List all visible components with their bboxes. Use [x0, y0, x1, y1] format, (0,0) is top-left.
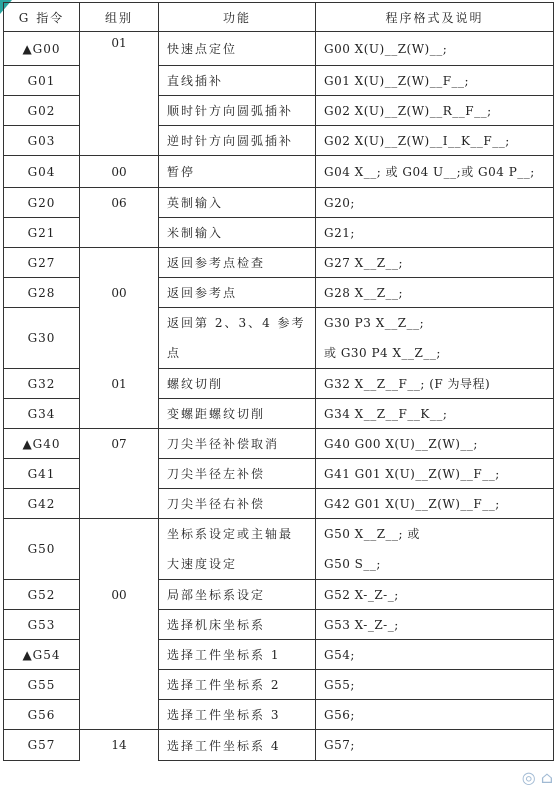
- table-row: [4, 610, 554, 640]
- function-line: 返回第 2、3、4 参考: [167, 316, 306, 330]
- cell-group: [80, 459, 159, 489]
- cell-group: [80, 670, 159, 700]
- cell-code: G21: [4, 218, 80, 248]
- header-format: 程序格式及说明: [316, 3, 554, 32]
- function-line: 大速度设定: [167, 557, 238, 571]
- cell-group: [80, 700, 159, 730]
- cell-function: 刀尖半径左补偿: [159, 459, 316, 489]
- cell-format: G53 X-_Z-_;: [316, 610, 554, 640]
- cell-code: G27: [4, 248, 80, 278]
- table-row: [4, 96, 554, 126]
- cell-group: 14: [80, 730, 159, 761]
- table-header-row: [4, 3, 554, 32]
- cell-code: G28: [4, 278, 80, 308]
- table-row: [4, 308, 554, 369]
- cell-format: G42 G01 X(U)__Z(W)__F__;: [316, 489, 554, 519]
- cell-code: ▲G40: [4, 429, 80, 459]
- cell-function: 逆时针方向圆弧插补: [159, 126, 316, 156]
- function-line: 坐标系设定或主轴最: [167, 527, 294, 541]
- cell-format: G04 X__; 或 G04 U__;或 G04 P__;: [316, 156, 554, 188]
- cell-function: 米制输入: [159, 218, 316, 248]
- table-row: [4, 730, 554, 761]
- cell-format: G54;: [316, 640, 554, 670]
- cell-code: G30: [4, 308, 80, 369]
- table-row: [4, 640, 554, 670]
- cell-group: [80, 308, 159, 369]
- table-row: [4, 489, 554, 519]
- cell-group: [80, 218, 159, 248]
- cell-format: G40 G00 X(U)__Z(W)__;: [316, 429, 554, 459]
- cell-group: 01: [80, 32, 159, 66]
- cell-code: G20: [4, 188, 80, 218]
- table-row: [4, 32, 554, 66]
- cell-format: G00 X(U)__Z(W)__;: [316, 32, 554, 66]
- table-row: [4, 519, 554, 580]
- table-body: [4, 32, 554, 761]
- header-group: 组别: [80, 3, 159, 32]
- cell-group: [80, 489, 159, 519]
- cell-function: 英制输入: [159, 188, 316, 218]
- table-row: [4, 399, 554, 429]
- cell-group: 01: [80, 369, 159, 399]
- site-logo: ◎ ⌂: [521, 768, 553, 787]
- table-row: [4, 369, 554, 399]
- cell-group: [80, 66, 159, 96]
- cell-group: [80, 248, 159, 278]
- table-row: [4, 188, 554, 218]
- cell-function: [159, 308, 316, 369]
- table-row: [4, 248, 554, 278]
- cell-group: 00: [80, 156, 159, 188]
- cell-function: 变螺距螺纹切削: [159, 399, 316, 429]
- format-line: G50 S__;: [324, 557, 381, 571]
- cell-function: 选择工件坐标系 1: [159, 640, 316, 670]
- cell-format: G52 X-_Z-_;: [316, 580, 554, 610]
- header-function: 功能: [159, 3, 316, 32]
- cell-code: ▲G54: [4, 640, 80, 670]
- cell-function: 快速点定位: [159, 32, 316, 66]
- cell-group: [80, 519, 159, 580]
- cell-function: 选择工件坐标系 3: [159, 700, 316, 730]
- cell-function: 选择机床坐标系: [159, 610, 316, 640]
- cell-code: G56: [4, 700, 80, 730]
- cell-function: 螺纹切削: [159, 369, 316, 399]
- table-row: [4, 580, 554, 610]
- cell-format: G02 X(U)__Z(W)__R__F__;: [316, 96, 554, 126]
- cell-group: [80, 96, 159, 126]
- cell-format: [316, 308, 554, 369]
- cell-group: 06: [80, 188, 159, 218]
- cell-group: [80, 610, 159, 640]
- cell-code: G02: [4, 96, 80, 126]
- format-line: 或 G30 P4 X__Z__;: [324, 346, 441, 360]
- table-row: [4, 670, 554, 700]
- function-line: 点: [167, 346, 182, 360]
- cell-function: 选择工件坐标系 4: [159, 730, 316, 761]
- cell-code: G41: [4, 459, 80, 489]
- cell-format: G27 X__Z__;: [316, 248, 554, 278]
- cell-function: 返回参考点检查: [159, 248, 316, 278]
- cell-format: G55;: [316, 670, 554, 700]
- format-line: G30 P3 X__Z__;: [324, 316, 425, 330]
- table-row: [4, 429, 554, 459]
- cell-group: [80, 399, 159, 429]
- cell-function: 返回参考点: [159, 278, 316, 308]
- header-code: G 指令: [4, 3, 80, 32]
- cell-code: G57: [4, 730, 80, 761]
- cell-function: 刀尖半径补偿取消: [159, 429, 316, 459]
- cell-function: 暂停: [159, 156, 316, 188]
- cell-code: G34: [4, 399, 80, 429]
- cell-function: 选择工件坐标系 2: [159, 670, 316, 700]
- cell-group: 07: [80, 429, 159, 459]
- cell-format: [316, 519, 554, 580]
- cell-code: G55: [4, 670, 80, 700]
- table-row: [4, 126, 554, 156]
- table-row: [4, 278, 554, 308]
- table-row: [4, 156, 554, 188]
- cell-group: [80, 640, 159, 670]
- cell-function: [159, 519, 316, 580]
- cell-group: [80, 126, 159, 156]
- cell-format: G41 G01 X(U)__Z(W)__F__;: [316, 459, 554, 489]
- cell-code: G42: [4, 489, 80, 519]
- cell-code: ▲G00: [4, 32, 80, 66]
- format-line: G50 X__Z__; 或: [324, 527, 420, 541]
- table-row: [4, 459, 554, 489]
- cell-function: 直线插补: [159, 66, 316, 96]
- cell-format: G57;: [316, 730, 554, 761]
- table-row: [4, 700, 554, 730]
- cell-format: G02 X(U)__Z(W)__I__K__F__;: [316, 126, 554, 156]
- cell-code: G53: [4, 610, 80, 640]
- cell-group: 00: [80, 580, 159, 610]
- cell-function: 刀尖半径右补偿: [159, 489, 316, 519]
- cell-function: 顺时针方向圆弧插补: [159, 96, 316, 126]
- cell-group: 00: [80, 278, 159, 308]
- cell-code: G01: [4, 66, 80, 96]
- cell-format: G34 X__Z__F__K__;: [316, 399, 554, 429]
- cell-format: G56;: [316, 700, 554, 730]
- cell-format: G21;: [316, 218, 554, 248]
- cell-format: G28 X__Z__;: [316, 278, 554, 308]
- table-row: [4, 218, 554, 248]
- cell-code: G04: [4, 156, 80, 188]
- cell-format: G01 X(U)__Z(W)__F__;: [316, 66, 554, 96]
- g-code-table: [3, 2, 554, 761]
- cell-code: G03: [4, 126, 80, 156]
- cell-format: G20;: [316, 188, 554, 218]
- cell-code: G50: [4, 519, 80, 580]
- cell-code: G52: [4, 580, 80, 610]
- cell-code: G32: [4, 369, 80, 399]
- table-row: [4, 66, 554, 96]
- cell-function: 局部坐标系设定: [159, 580, 316, 610]
- cell-format: G32 X__Z__F__; (F 为导程): [316, 369, 554, 399]
